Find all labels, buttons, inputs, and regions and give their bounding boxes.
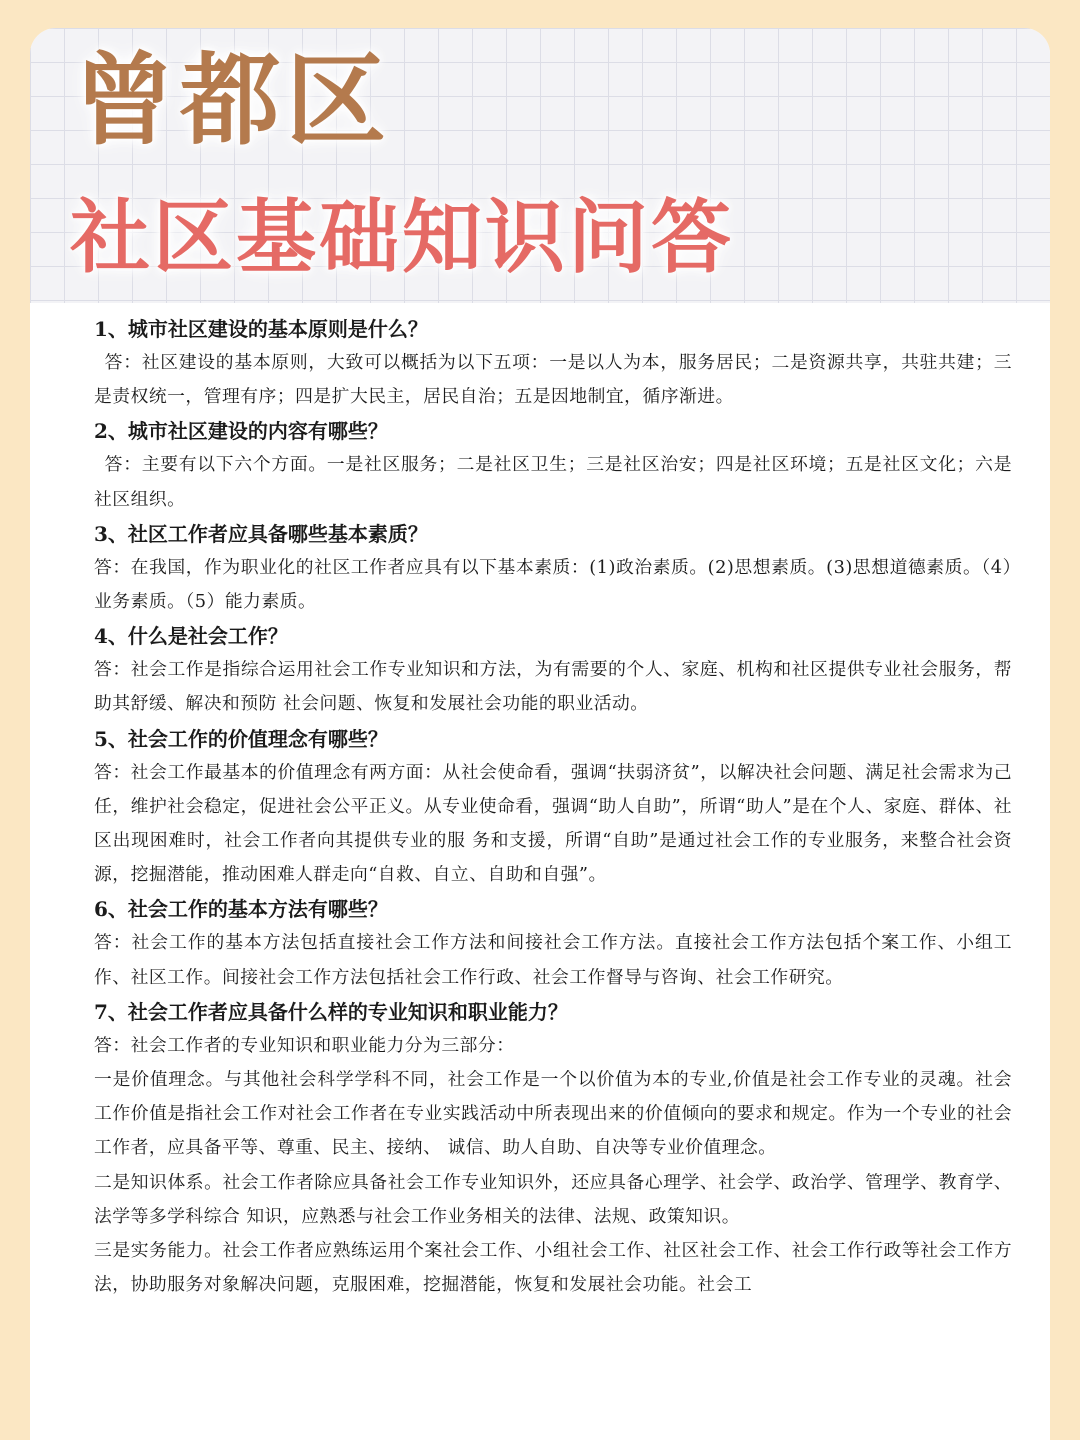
header-banner [30,28,1050,303]
answer-6: 答：社会工作的基本方法包括直接社会工作方法和间接社会工作方法。直接社会工作方法包括个案工作、小组工作、社区工作。间接社会工作方法包括社会工作行政、社会工作督导与咨询、社会工作研究。 [94,932,1012,988]
answer-3: 答：在我国，作为职业化的社区工作者应具有以下基本素质：(1)政治素质。(2)思想素质。(3)思想道德素质。（4）业务素质。（5）能力素质。 [94,556,1012,613]
qa-list [94,312,1012,1302]
answer-5: 答：社会工作最基本的价值理念有两方面：从社会使命看，强调“扶弱济贫”，以解决社会问题、满足社会需求为己任，维护社会稳定，促进社会公平正义。从专业使命看，强调“助人自助”，所谓“助人”是在个人、家庭、群体、社区出现困难时，社会工作者向其提供专业的服 务和支援，所谓“自助”是通过社会工作的专业服务，来整合社会资源，挖掘潜能，推动困难人群走向“自救、自立、自助和自强”。 [94,761,1012,886]
answer-7-point-3: 三是实务能力。社会工作者应熟练运用个案社会工作、小组社会工作、社区社会工作、社会工作行政等社会工作方法，协助服务对象解决问题，克服困难，挖掘潜能，恢复和发展社会功能。社会工 [94,1240,1012,1296]
question-2: 2、城市社区建设的内容有哪些？ [94,419,388,444]
title-topic: 社区基础知识问答 [70,191,734,284]
question-1: 1、城市社区建设的基本原则是什么？ [94,317,428,341]
answer-1: 答：社区建设的基本原则，大致可以概括为以下五项：一是以人为本，服务居民；二是资源共享，共驻共建；三是责权统一，管理有序；四是扩大民主，居民自治；五是因地制宜，循序渐进。 [94,352,1012,408]
answer-7-point-2: 二是知识体系。社会工作者除应具备社会工作专业知识外，还应具备心理学、社会学、政治学、管理学、教育学、法学等多学科综合 知识，应熟悉与社会工作业务相关的法律、法规、政策知识。 [94,1171,1012,1227]
question-5: 5、社会工作的价值理念有哪些？ [94,726,388,751]
question-6: 6、社会工作的基本方法有哪些？ [94,897,388,922]
answer-7: 答：社会工作者的专业知识和职业能力分为三部分： [94,1034,515,1056]
answer-2: 答：主要有以下六个方面。一是社区服务；二是社区卫生；三是社区治安；四是社区环境；五是社区文化；六是社区组织。 [94,454,1012,510]
answer-4: 答：社会工作是指综合运用社会工作专业知识和方法，为有需要的个人、家庭、机构和社区提供专业社会服务，帮助其舒缓、解决和预防 社会问题、恢复和发展社会功能的职业活动。 [94,659,1012,715]
question-7: 7、社会工作者应具备什么样的专业知识和职业能力？ [94,999,568,1024]
answer-7-point-1: 一是价值理念。与其他社会科学学科不同，社会工作是一个以价值为本的专业,价值是社会工作专业的灵魂。社会工作价值是指社会工作对社会工作者在专业实践活动中所表现出来的价值倾向的要求和规定。作为一个专业的社会工作者，应具备平等、尊重、民主、接纳、 诚信、助人自助、自决等专业价值理念。 [94,1069,1012,1159]
content-card [30,28,1050,1440]
question-4: 4、什么是社会工作？ [94,624,288,649]
title-district: 曾都区 [74,42,392,159]
question-3: 3、社区工作者应具备哪些基本素质？ [94,521,428,546]
